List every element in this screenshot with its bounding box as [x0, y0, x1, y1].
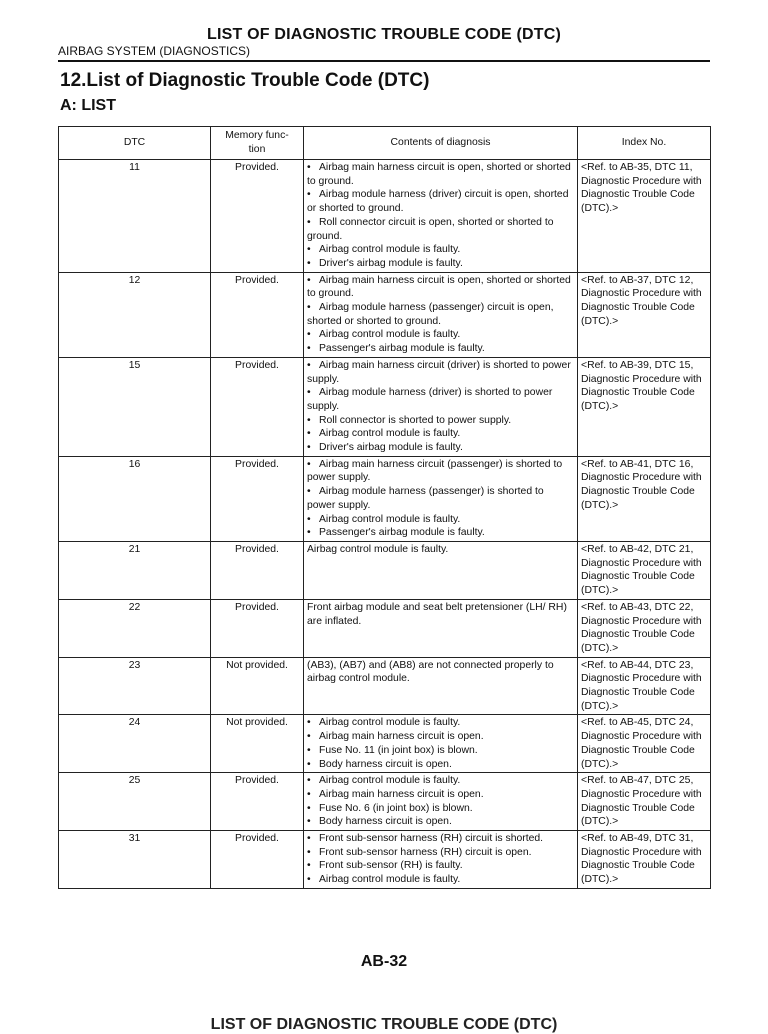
memory-function-cell: Not provided. — [211, 715, 304, 773]
bullet-icon: • — [307, 731, 311, 743]
index-reference-cell: <Ref. to AB-43, DTC 22, Diagnostic Procedure with Diagnostic Trouble Code (DTC).> — [578, 599, 711, 657]
bullet-icon: • — [307, 302, 311, 314]
bullet-icon: • — [307, 458, 311, 470]
memory-function-cell: Not provided. — [211, 657, 304, 715]
index-reference-cell: <Ref. to AB-44, DTC 23, Diagnostic Procedure with Diagnostic Trouble Code (DTC).> — [578, 657, 711, 715]
diagnosis-bullet-list — [307, 458, 574, 540]
bullet-icon: • — [307, 802, 311, 814]
diagnosis-bullet-list — [307, 832, 574, 887]
bullet-icon: • — [307, 359, 311, 371]
diagnosis-bullet-item — [307, 716, 574, 730]
diagnosis-bullet-text: Airbag module harness (driver) circuit is open, shorted or shorted to ground. — [307, 189, 569, 215]
table-row — [59, 272, 711, 357]
contents-of-diagnosis-cell — [304, 357, 578, 456]
bullet-icon: • — [307, 816, 311, 828]
diagnosis-bullet-list — [307, 716, 574, 771]
index-reference-cell: <Ref. to AB-39, DTC 15, Diagnostic Procedure with Diagnostic Trouble Code (DTC).> — [578, 357, 711, 456]
diagnosis-bullet-item — [307, 161, 574, 188]
diagnosis-bullet-text: Body harness circuit is open. — [319, 758, 452, 770]
bullet-icon: • — [307, 216, 311, 228]
table-row — [59, 357, 711, 456]
dtc-code-cell: 23 — [59, 657, 211, 715]
contents-of-diagnosis-cell — [304, 715, 578, 773]
diagnosis-bullet-text: Airbag control module is faulty. — [319, 428, 461, 440]
bullet-icon: • — [307, 833, 311, 845]
dtc-code-cell: 22 — [59, 599, 211, 657]
diagnosis-bullet-item — [307, 342, 574, 356]
bullet-icon: • — [307, 343, 311, 355]
section-subtitle: A: LIST — [60, 97, 116, 114]
column-header-memory-function — [211, 127, 304, 160]
diagnosis-bullet-item — [307, 846, 574, 860]
bullet-icon: • — [307, 744, 311, 756]
diagnosis-bullet-item — [307, 774, 574, 788]
page-number: AB-32 — [360, 953, 408, 970]
dtc-table-body — [59, 160, 711, 889]
contents-of-diagnosis-cell — [304, 773, 578, 831]
diagnosis-bullet-item — [307, 859, 574, 873]
contents-of-diagnosis-cell — [304, 657, 578, 715]
diagnosis-bullet-text: Airbag main harness circuit is open. — [319, 788, 484, 800]
diagnosis-bullet-text: Airbag module harness (driver) is shorted to power supply. — [307, 387, 553, 412]
index-reference-cell: <Ref. to AB-42, DTC 21, Diagnostic Procedure with Diagnostic Trouble Code (DTC).> — [578, 541, 711, 599]
diagnosis-bullet-list — [307, 774, 574, 829]
diagnosis-bullet-item — [307, 744, 574, 758]
diagnosis-bullet-item — [307, 386, 574, 413]
diagnosis-bullet-item — [307, 815, 574, 829]
bullet-icon: • — [307, 414, 311, 426]
bullet-icon: • — [307, 387, 311, 399]
diagnosis-bullet-text: Front sub-sensor harness (RH) circuit is open. — [319, 846, 532, 858]
bullet-icon: • — [307, 513, 311, 525]
diagnosis-text: Airbag control module is faulty. — [307, 543, 449, 555]
diagnosis-bullet-item — [307, 832, 574, 846]
memory-function-header-text: Memory func- tion — [225, 130, 289, 155]
running-header-subtitle: AIRBAG SYSTEM (DIAGNOSTICS) — [58, 44, 251, 58]
table-row — [59, 773, 711, 831]
table-row — [59, 456, 711, 541]
diagnosis-bullet-item — [307, 243, 574, 257]
diagnosis-bullet-item — [307, 427, 574, 441]
diagnosis-bullet-text: Airbag control module is faulty. — [319, 874, 461, 886]
diagnosis-bullet-text: Body harness circuit is open. — [319, 816, 452, 828]
column-header-index: Index No. — [578, 127, 711, 160]
memory-function-cell: Provided. — [211, 541, 304, 599]
memory-function-cell: Provided. — [211, 773, 304, 831]
contents-of-diagnosis-cell — [304, 272, 578, 357]
diagnosis-bullet-text: Airbag main harness circuit is open. — [319, 731, 484, 743]
dtc-code-cell: 31 — [59, 831, 211, 889]
diagnosis-bullet-list — [307, 274, 574, 356]
contents-of-diagnosis-cell — [304, 456, 578, 541]
bullet-icon: • — [307, 442, 311, 454]
diagnosis-bullet-item — [307, 359, 574, 386]
bullet-icon: • — [307, 860, 311, 872]
diagnosis-bullet-item — [307, 730, 574, 744]
diagnosis-bullet-text: Passenger's airbag module is faulty. — [319, 527, 485, 539]
diagnosis-text: Front airbag module and seat belt pretensioner (LH/ RH) are inflated. — [307, 601, 567, 627]
dtc-code-cell: 25 — [59, 773, 211, 831]
dtc-code-cell: 15 — [59, 357, 211, 456]
diagnosis-bullet-text: Passenger's airbag module is faulty. — [319, 343, 485, 355]
memory-function-cell: Provided. — [211, 599, 304, 657]
bullet-icon: • — [307, 486, 311, 498]
bullet-icon: • — [307, 775, 311, 787]
diagnosis-bullet-text: Airbag main harness circuit is open, shorted or shorted to ground. — [307, 274, 571, 300]
diagnosis-text: (AB3), (AB7) and (AB8) are not connected properly to airbag control module. — [307, 659, 554, 685]
bullet-icon: • — [307, 244, 311, 256]
contents-of-diagnosis-cell — [304, 599, 578, 657]
diagnosis-bullet-item — [307, 873, 574, 887]
dtc-code-cell: 21 — [59, 541, 211, 599]
diagnosis-bullet-item — [307, 301, 574, 328]
table-header-row — [59, 127, 711, 160]
diagnosis-bullet-item — [307, 526, 574, 540]
index-reference-cell: <Ref. to AB-41, DTC 16, Diagnostic Procedure with Diagnostic Trouble Code (DTC).> — [578, 456, 711, 541]
bullet-icon: • — [307, 717, 311, 729]
diagnosis-bullet-text: Front sub-sensor harness (RH) circuit is shorted. — [319, 833, 544, 845]
diagnosis-bullet-item — [307, 414, 574, 428]
bullet-icon: • — [307, 788, 311, 800]
column-header-dtc: DTC — [59, 127, 211, 160]
diagnosis-bullet-item — [307, 788, 574, 802]
bullet-icon: • — [307, 162, 311, 173]
memory-function-cell: Provided. — [211, 160, 304, 273]
table-row — [59, 599, 711, 657]
table-row — [59, 160, 711, 273]
diagnosis-bullet-item — [307, 458, 574, 485]
diagnosis-bullet-item — [307, 328, 574, 342]
diagnosis-bullet-item — [307, 274, 574, 301]
diagnosis-bullet-text: Fuse No. 11 (in joint box) is blown. — [319, 744, 478, 756]
bullet-icon: • — [307, 527, 311, 539]
bullet-icon: • — [307, 189, 311, 201]
memory-function-cell: Provided. — [211, 272, 304, 357]
diagnosis-bullet-text: Airbag module harness (passenger) is shorted to power supply. — [307, 486, 544, 511]
index-reference-cell: <Ref. to AB-45, DTC 24, Diagnostic Procedure with Diagnostic Trouble Code (DTC).> — [578, 715, 711, 773]
diagnosis-bullet-item — [307, 802, 574, 816]
dtc-code-cell: 12 — [59, 272, 211, 357]
table-row — [59, 541, 711, 599]
index-reference-cell: <Ref. to AB-35, DTC 11, Diagnostic Procedure with Diagnostic Trouble Code (DTC).> — [578, 160, 711, 273]
bullet-icon: • — [307, 329, 311, 341]
next-page-header-cutoff: LIST OF DIAGNOSTIC TROUBLE CODE (DTC) — [210, 1016, 558, 1033]
index-reference-cell: <Ref. to AB-47, DTC 25, Diagnostic Procedure with Diagnostic Trouble Code (DTC).> — [578, 773, 711, 831]
diagnosis-bullet-text: Airbag control module is faulty. — [319, 329, 461, 341]
diagnosis-bullet-text: Roll connector is shorted to power supply. — [319, 414, 512, 426]
memory-function-cell: Provided. — [211, 456, 304, 541]
diagnosis-bullet-item — [307, 188, 574, 215]
dtc-code-cell: 11 — [59, 160, 211, 273]
diagnosis-bullet-item — [307, 257, 574, 271]
diagnosis-bullet-list — [307, 161, 574, 271]
contents-of-diagnosis-cell — [304, 541, 578, 599]
diagnosis-bullet-list — [307, 359, 574, 455]
bullet-icon: • — [307, 274, 311, 286]
section-title: 12.List of Diagnostic Trouble Code (DTC) — [60, 70, 430, 91]
diagnosis-bullet-item — [307, 441, 574, 455]
memory-function-cell: Provided. — [211, 357, 304, 456]
contents-of-diagnosis-cell — [304, 831, 578, 889]
diagnosis-bullet-text: Front sub-sensor (RH) is faulty. — [319, 860, 463, 872]
diagnosis-bullet-text: Airbag main harness circuit is open, shorted or shorted to ground. — [307, 162, 571, 187]
index-reference-cell: <Ref. to AB-37, DTC 12, Diagnostic Procedure with Diagnostic Trouble Code (DTC).> — [578, 272, 711, 357]
bullet-icon: • — [307, 874, 311, 886]
diagnosis-bullet-text: Airbag module harness (passenger) circuit is open, shorted or shorted to ground. — [307, 302, 554, 327]
diagnosis-bullet-text: Airbag main harness circuit (driver) is shorted to power supply. — [307, 359, 571, 385]
diagnosis-bullet-text: Airbag control module is faulty. — [319, 717, 461, 729]
dtc-table — [58, 126, 711, 889]
bullet-icon: • — [307, 257, 311, 269]
bullet-icon: • — [307, 428, 311, 440]
index-reference-cell: <Ref. to AB-49, DTC 31, Diagnostic Procedure with Diagnostic Trouble Code (DTC).> — [578, 831, 711, 889]
header-divider — [58, 60, 710, 62]
diagnosis-bullet-text: Roll connector circuit is open, shorted or shorted to ground. — [307, 216, 554, 242]
diagnosis-bullet-text: Airbag control module is faulty. — [319, 775, 461, 787]
table-row — [59, 831, 711, 889]
diagnosis-bullet-item — [307, 485, 574, 512]
bullet-icon: • — [307, 758, 311, 770]
bullet-icon: • — [307, 846, 311, 858]
table-row — [59, 715, 711, 773]
dtc-code-cell: 16 — [59, 456, 211, 541]
diagnosis-bullet-text: Airbag control module is faulty. — [319, 244, 461, 256]
table-row — [59, 657, 711, 715]
diagnosis-bullet-text: Driver's airbag module is faulty. — [319, 257, 463, 269]
diagnosis-bullet-text: Fuse No. 6 (in joint box) is blown. — [319, 802, 473, 814]
diagnosis-bullet-text: Driver's airbag module is faulty. — [319, 442, 463, 454]
memory-function-cell: Provided. — [211, 831, 304, 889]
diagnosis-bullet-text: Airbag main harness circuit (passenger) is shorted to power supply. — [307, 458, 563, 484]
running-header-title: LIST OF DIAGNOSTIC TROUBLE CODE (DTC) — [206, 26, 562, 43]
column-header-contents: Contents of diagnosis — [304, 127, 578, 160]
dtc-code-cell: 24 — [59, 715, 211, 773]
diagnosis-bullet-item — [307, 513, 574, 527]
diagnosis-bullet-text: Airbag control module is faulty. — [319, 513, 461, 525]
diagnosis-bullet-item — [307, 216, 574, 243]
diagnosis-bullet-item — [307, 758, 574, 772]
contents-of-diagnosis-cell — [304, 160, 578, 273]
